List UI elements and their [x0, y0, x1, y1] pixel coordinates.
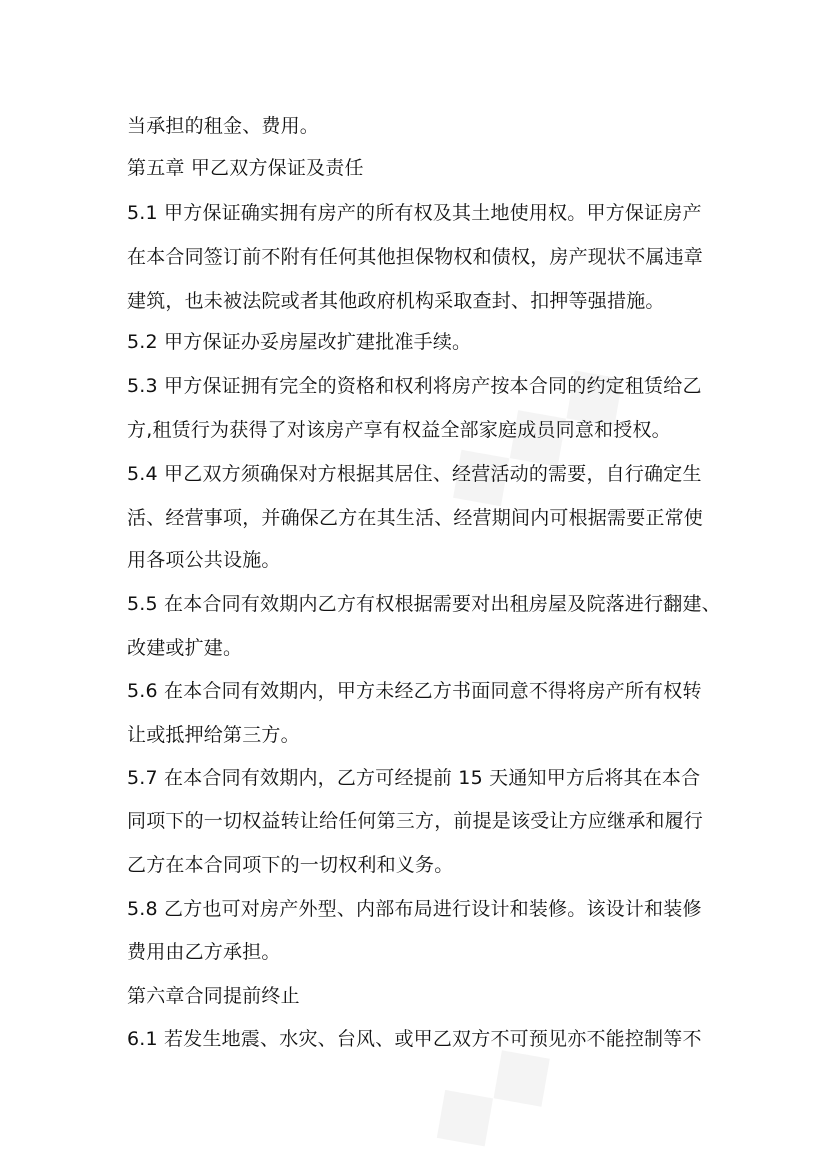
text-line: 5.2 甲方保证办妥房屋改扩建批准手续。	[127, 331, 472, 353]
text-line: 同项下的一切权益转让给任何第三方，前提是该受让方应继承和履行	[127, 810, 704, 832]
text-line: 改建或扩建。	[127, 637, 243, 659]
chapter-heading: 第五章 甲乙双方保证及责任	[127, 157, 364, 179]
text-line: 5.8 乙方也可对房产外型、内部布局进行设计和装修。该设计和装修	[127, 898, 702, 920]
text-line: 在本合同签订前不附有任何其他担保物权和债权，房产现状不属违章	[127, 246, 704, 268]
text-line: 当承担的租金、费用。	[127, 115, 320, 137]
text-line: 建筑，也未被法院或者其他政府机构采取查封、扣押等强措施。	[127, 290, 665, 312]
text-line: 费用由乙方承担。	[127, 941, 281, 963]
text-line: 让或抵押给第三方。	[127, 724, 300, 746]
text-line: 用各项公共设施。	[127, 549, 281, 571]
text-line: 乙方在本合同项下的一切权利和义务。	[127, 854, 454, 876]
text-line: 6.1 若发生地震、水灾、台风、或甲乙双方不可预见亦不能控制等不	[127, 1028, 702, 1050]
text-line: 5.7 在本合同有效期内，乙方可经提前 15 天通知甲方后将其在本合	[127, 767, 701, 789]
text-line: 5.1 甲方保证确实拥有房产的所有权及其土地使用权。甲方保证房产	[127, 202, 702, 224]
chapter-heading: 第六章合同提前终止	[127, 985, 300, 1007]
text-line: 5.4 甲乙双方须确保对方根据其居住、经营活动的需要，自行确定生	[127, 463, 702, 485]
text-line: 方,租赁行为获得了对该房产享有权益全部家庭成员同意和授权。	[127, 419, 671, 441]
text-line: 5.5 在本合同有效期内乙方有权根据需要对出租房屋及院落进行翻建、	[127, 593, 721, 615]
text-line: 5.3 甲方保证拥有完全的资格和权利将房产按本合同的约定租赁给乙	[127, 375, 702, 397]
text-line: 活、经营事项，并确保乙方在其生活、经营期间内可根据需要正常使	[127, 507, 704, 529]
text-line: 5.6 在本合同有效期内，甲方未经乙方书面同意不得将房产所有权转	[127, 680, 702, 702]
